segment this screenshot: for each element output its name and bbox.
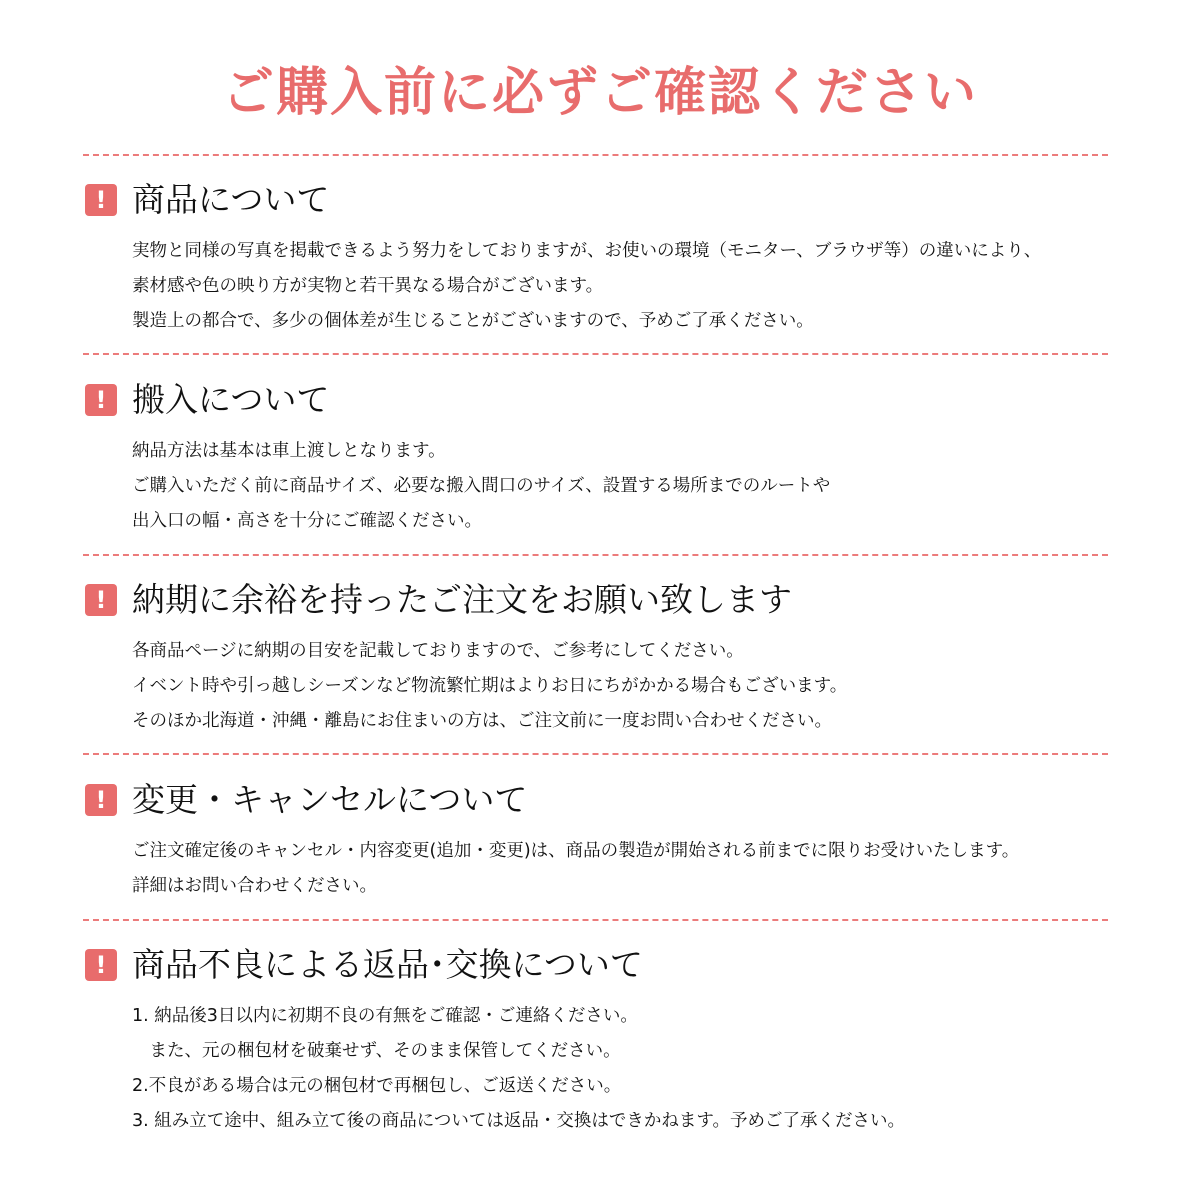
section-heading-cancel xyxy=(85,780,527,820)
body-line: 詳細はお問い合わせください。 xyxy=(132,876,377,896)
section-body-cancel xyxy=(132,834,1019,904)
body-line: ご購入いただく前に商品サイズ、必要な搬入間口のサイズ、設置する場所までのルートや xyxy=(132,476,831,496)
exclamation-icon: ! xyxy=(85,784,117,816)
page-title: ご購入前に必ずご確認ください xyxy=(221,63,978,123)
section-heading-returns xyxy=(85,945,643,985)
divider xyxy=(83,554,1108,556)
exclamation-icon: ! xyxy=(85,384,117,416)
body-line: ご注文確定後のキャンセル・内容変更(追加・変更)は、商品の製造が開始される前までに限りお受けいたします。 xyxy=(132,841,1020,861)
body-line: そのほか北海道・沖縄・離島にお住まいの方は、ご注文前に一度お問い合わせください。 xyxy=(132,711,832,731)
section-heading-products xyxy=(85,180,329,220)
body-line: 納品方法は基本は車上渡しとなります。 xyxy=(132,441,446,461)
body-line: 製造上の都合で、多少の個体差が生じることがございますので、予めご了承ください。 xyxy=(132,311,814,331)
divider xyxy=(83,753,1108,755)
section-body-products xyxy=(132,234,1041,339)
section-body-lead-time xyxy=(132,634,847,739)
divider xyxy=(83,353,1108,355)
heading-text: 商品不良による返品･交換について xyxy=(132,945,643,984)
exclamation-icon: ! xyxy=(85,184,117,216)
body-line: 出入口の幅・高さを十分にご確認ください。 xyxy=(132,511,482,531)
section-body-returns xyxy=(132,999,905,1139)
exclamation-icon: ! xyxy=(85,949,117,981)
body-line: 3. 組み立て途中、組み立て後の商品については返品・交換はできかねます。予めご了承ください。 xyxy=(132,1111,906,1131)
section-heading-lead-time xyxy=(85,580,792,620)
heading-text: 商品について xyxy=(132,180,330,219)
exclamation-icon: ! xyxy=(85,584,117,616)
heading-text: 変更・キャンセルについて xyxy=(132,780,528,819)
body-line: 各商品ページに納期の目安を記載しておりますので、ご参考にしてください。 xyxy=(132,641,744,661)
body-line: 実物と同様の写真を掲載できるよう努力をしておりますが、お使いの環境（モニター、ブラウザ等）の違いにより、 xyxy=(132,241,1042,261)
body-line: 1. 納品後3日以内に初期不良の有無をご確認・ご連絡ください。 xyxy=(132,1006,638,1026)
divider xyxy=(83,154,1108,156)
heading-text: 搬入について xyxy=(132,380,330,419)
body-line: 2.不良がある場合は元の梱包材で再梱包し、ご返送ください。 xyxy=(132,1076,622,1096)
section-body-delivery xyxy=(132,434,830,539)
body-line: また、元の梱包材を破棄せず、そのまま保管してください。 xyxy=(132,1041,621,1061)
body-line: 素材感や色の映り方が実物と若干異なる場合がございます。 xyxy=(132,276,604,296)
section-heading-delivery xyxy=(85,380,329,420)
heading-text: 納期に余裕を持ったご注文をお願い致します xyxy=(132,580,792,619)
body-line: イベント時や引っ越しシーズンなど物流繁忙期はよりお日にちがかかる場合もございます。 xyxy=(132,676,848,696)
divider xyxy=(83,919,1108,921)
